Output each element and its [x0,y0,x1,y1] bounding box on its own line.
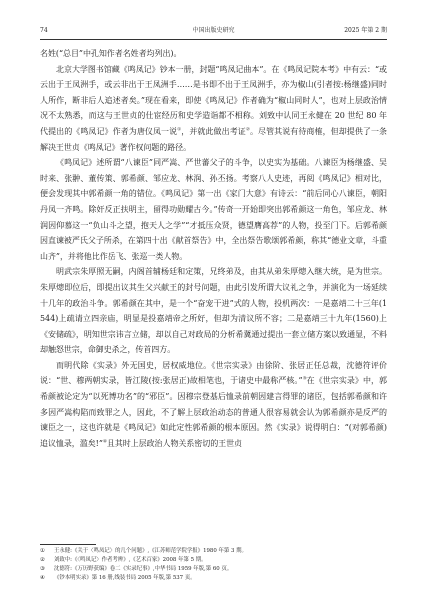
paragraph: 北京大学图书馆藏《鸣凤记》钞本一册，封题“鸣凤记曲本”。在《鸣凤记院本考》中有云：“或云出于王凤洲手，或云非出于王凤洲手……是书即不出于王凤洲手，亦为椒山(引者按:杨继盛)同时人所作，断非后人追述者矣。”现在看来，即使《鸣凤记》作者确为“椒山同时人”，也对上层政治情况不太熟悉，而这与王世贞的仕宦经历和史学造诣都不相称。刘致中认同王永健在 20 世纪 80 年代提出的《鸣凤记》作者为唐仪凤一说①，并就此做出考证②。尽管其说有待商榷，但却提供了一条解决王世贞《鸣凤记》著作权问题的路径。 [40,64,388,152]
footnote: ① 王永健:《关于〈鸣凤记〉的几个问题》,《江苏师范学院学报》1980 年第 3 期。 [40,548,247,554]
footnote: ② 刘致中:《〈鸣凤记〉作者考辨》,《艺术百家》2008 年第 5 期。 [40,557,207,563]
paragraph: 《鸣凤记》述所谓“八谏臣”同严嵩、严世蕃父子的斗争，以史实为基础。八谏臣为杨继盛、吴时来、张翀、董传策、郭希颜、邹应龙、林润、孙丕扬。考察八人史迹，再阅《鸣凤记》相对比，便会发现其中郭希颜一角的错位。《鸣凤记》第一出《家门大意》有诗云：“前后同心八谏臣，朝阳丹凤一齐鸣。除奸反正扶明主，留得功勋耀古今。”传奇一开始即突出郭希颜这一角色，邹应龙、林润因仰慕这一“负山斗之望，抱天人之学”“才抵压众贤，德望膺高荐”的人物，投至门下。后郭希颜因直谏被严氏父子所杀，在第四十出《献首祭告》中，全出祭告歌颂郭希颜，称其“德业文章，斗重山齐”，并将他比作岳飞、张巡一类人物。 [40,158,387,261]
page-number: 74 [40,27,48,34]
footnote-ref: ① [177,127,182,133]
paragraph: 名姓(“总目”中孔知作者名姓者均列出)。 [40,49,182,58]
footnote-divider [40,544,96,545]
running-header [40,26,387,40]
article-body [40,46,387,451]
footnote: ③ 沈德符:《万历野获编》卷二《实录纪事》,中华书局 1959 年版,第 60 页。 [40,566,233,572]
paragraph: 而明代除《实录》外无国史，居权威地位。《世宗实录》由徐阶、张居正任总裁，沈德符评价说：“世、穆两朝实录，皆江陵(按:张居正)故相笔也，于诸史中最称严核。”③在《世宗实录》中，郭希颜被论定为“以死博功名”的“邪臣”。因穆宗登基后恤录前朝因建言得罪的诸臣，包括郭希颜和许多因严嵩构陷而致罪之人，因此，不了解上层政治动态的普通人很容易就会认为郭希颜亦是反严的谏臣之一，这也许就是《鸣凤记》如此定性郭希颜的根本原因。然《实录》说得明白：“(对郭希颜)追议恤录，滥矣!”④且其时上层政治人物关系密切的王世贞 [40,360,387,448]
header-divider [40,39,387,40]
paragraph: 明武宗朱厚照无嗣，内阁首辅杨廷和定策，兄终弟及，由其从弟朱厚熜入继大统，是为世宗。朱厚熜即位后，即提出议其生父兴献王的封号问题，由此引发所谓大议礼之争，并演化为一场延续十几年的政治斗争。郭希颜在其中，是一个“奋宠干进”式的人物，投机两次：一是嘉靖二十三年(1544)上疏请立四亲庙，明显是投嘉靖帝之所好，但却为清议所不容；二是嘉靖三十九年(1560)上《安储疏》，明知世宗讳言立储，却以自己对政局的分析希冀通过提出一套立储方案以致通显，不料却触怒世宗，命御史杀之，传首四方。 [40,267,387,355]
issue-label: 2025 年第 2 期 [344,27,387,34]
footnotes [40,547,387,583]
journal-title: 中国出版史研究 [192,27,235,34]
footnote: ④ 《钞本明实录》第 16 册,线装书局 2005 年版,第 537 页。 [40,575,196,581]
footnote-ref: ② [245,127,250,133]
footnote-ref: ③ [302,376,307,382]
footnote-ref: ④ [102,439,107,445]
